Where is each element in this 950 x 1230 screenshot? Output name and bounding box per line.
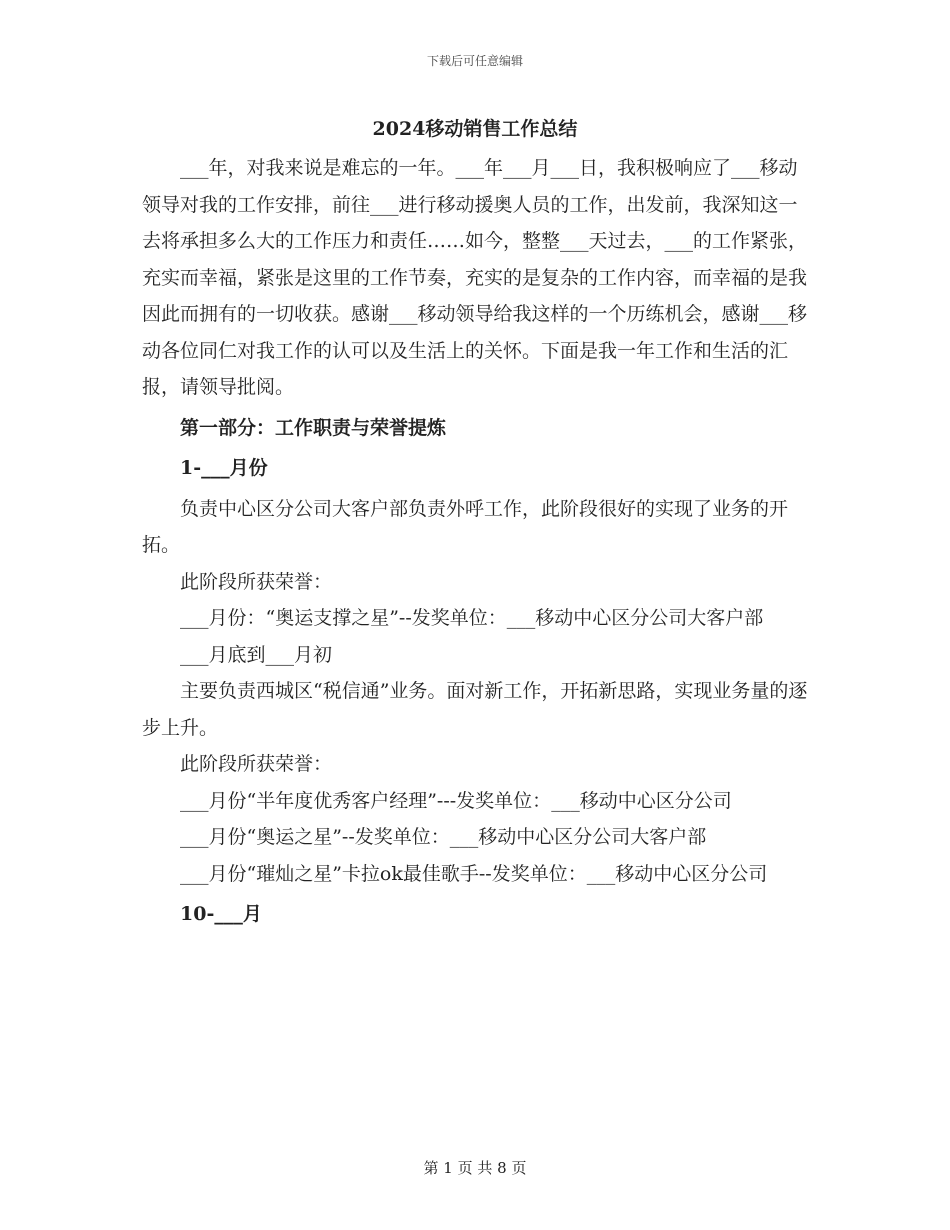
honor-item: ___月份“半年度优秀客户经理”---发奖单位：___移动中心区分公司 (180, 789, 732, 812)
paragraph-honors-label-1: 此阶段所获荣誉： (180, 570, 333, 593)
honor-item: ___月份“奥运之星”--发奖单位：___移动中心区分公司大客户部 (180, 826, 707, 848)
document-body (142, 150, 810, 933)
honor-item: ___月份“璀灿之星”卡拉ok最佳歌手--发奖单位：___移动中心区分公司 (180, 862, 768, 885)
document-title: 2024移动销售工作总结 (372, 118, 578, 140)
honor-item: ___月份：“奥运支撑之星”--发奖单位：___移动中心区分公司大客户部 (180, 607, 764, 629)
paragraph-honors-label-2: 此阶段所获荣誉： (180, 753, 333, 775)
section-heading: 第一部分：工作职责与荣誉提炼 (180, 416, 447, 439)
paragraph-period-2: ___月底到___月初 (180, 643, 333, 666)
subheading-period-3: 10-___月 (180, 903, 262, 925)
page-header: 下载后可任意编辑 (426, 54, 523, 68)
page-footer: 第 1 页 共 8 页 (423, 1159, 527, 1177)
subheading-period-1: 1-___月份 (180, 457, 268, 479)
paragraph-duty-1: 负责中心区分公司大客户部负责外呼工作，此阶段很好的实现了业务的开拓。 (142, 497, 789, 556)
paragraph-duty-2: 主要负责西城区“税信通”业务。面对新工作，开拓新思路，实现业务量的逐步上升。 (142, 680, 808, 739)
intro-paragraph: ___年，对我来说是难忘的一年。___年___月___日，我积极响应了___移动领导对我的工作安排，前往___进行移动援奥人员的工作，出发前，我深知这一去将承担多么大的工作压力和责任……如今，整整___天过去，___的工作紧张，充实而幸福，紧张是这里的工作节奏，充实的是复杂的工作内容，而幸福的是我因此而拥有的一切收获。感谢___移动领导给我这样的一个历练机会，感谢___移动各位同仁对我工作的认可以及生活上的关怀。下面是我一年工作和生活的汇报，请领导批阅。 (142, 157, 808, 398)
